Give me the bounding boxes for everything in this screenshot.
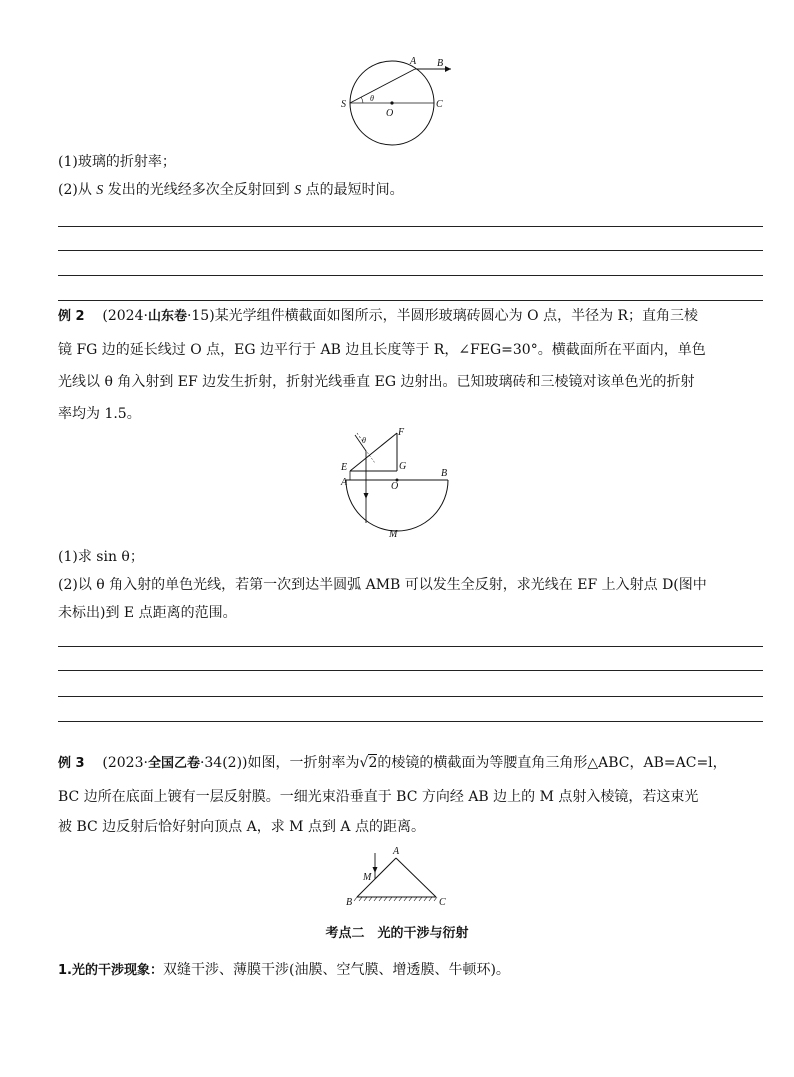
fig1-label-O: O: [386, 108, 394, 119]
section-item1-label: 1.光的干涉现象：: [58, 963, 163, 978]
ex3-label: 例 3: [58, 756, 85, 771]
fig2-label-theta: θ: [362, 436, 366, 445]
fig2-label-G: G: [399, 461, 407, 472]
ex2-part1: (1)求 sin θ；: [58, 549, 144, 565]
fig3-label-C: C: [439, 897, 446, 908]
ex3-source-pre: (2023·: [102, 755, 148, 771]
q1-part2-mid: 发出的光线经多次全反射回到: [107, 182, 290, 198]
sqrt-icon: √: [359, 755, 369, 771]
q1-part2-post: 点的最短时间。: [305, 182, 404, 198]
ex3-text-post: 的棱镜的横截面为等腰直角三角形△ABC，AB=AC=l，: [377, 755, 727, 771]
fig1-label-theta: θ: [370, 94, 374, 103]
ex2-source-post: ·15): [186, 308, 215, 324]
ex2-part2-line2: 未标出)到 E 点距离的范围。: [58, 605, 237, 621]
ex3-sqrt-num: 2: [368, 755, 378, 771]
section-item1: [58, 960, 510, 981]
ex2-part2-line1: (2)以 θ 角入射的单色光线，若第一次到达半圆弧 AMB 可以发生全反射，求光线在 EF 上入射点 D(图中: [58, 577, 707, 593]
fig3-label-M: M: [363, 872, 372, 883]
ex3-text-pre: 如图，一折射率为: [247, 755, 360, 771]
q1-part2-S1: S: [96, 183, 104, 198]
fig2-label-E: E: [341, 462, 348, 473]
fig2-label-B: B: [441, 468, 448, 479]
figure-triangle-prism: [335, 843, 460, 911]
answer-line: [58, 275, 763, 276]
answer-line: [58, 300, 763, 301]
ex3-line2: BC 边所在底面上镀有一层反射膜。一细光束沿垂直于 BC 方向经 AB 边上的 M 点射入棱镜，若这束光: [58, 789, 699, 805]
q1-part2-pre: (2)从: [58, 182, 92, 198]
ex2-text-line1: 某光学组件横截面如图所示，半圆形玻璃砖圆心为 O 点，半径为 R；直角三棱: [214, 308, 699, 324]
q1-part1: (1)玻璃的折射率；: [58, 154, 176, 170]
figure-circle-refraction: [335, 50, 460, 150]
answer-line: [58, 646, 763, 647]
fig2-label-M: M: [389, 529, 398, 540]
fig1-label-B: B: [437, 58, 444, 69]
ex3-source-name: 全国乙卷: [147, 756, 200, 771]
ex2-source-pre: (2024·: [102, 308, 148, 324]
ex2-label: 例 2: [58, 309, 85, 324]
fig1-label-C: C: [436, 99, 443, 110]
fig2-label-A: A: [341, 477, 348, 488]
ex2-line2: 镜 FG 边的延长线过 O 点，EG 边平行于 AB 边且长度等于 R，∠FEG=30°。横截面所在平面内，单色: [58, 342, 706, 358]
fig1-label-A: A: [410, 56, 417, 67]
section-item1-text: 双缝干涉、薄膜干涉(油膜、空气膜、增透膜、牛顿环)。: [162, 962, 510, 978]
q1-part2-S2: S: [294, 183, 302, 198]
ex3-line3: 被 BC 边反射后恰好射向顶点 A，求 M 点到 A 点的距离。: [58, 819, 425, 835]
ex2-line4: 率均为 1.5。: [58, 406, 141, 422]
fig2-label-O: O: [391, 481, 399, 492]
ex2-line1: [58, 306, 698, 327]
fig3-label-A: A: [393, 846, 400, 857]
ex3-line1: [58, 753, 727, 774]
fig3-label-B: B: [346, 897, 353, 908]
ex2-line3: 光线以 θ 角入射到 EF 边发生折射，折射光线垂直 EG 边射出。已知玻璃砖和三棱镜对该单色光的折射: [58, 374, 695, 390]
fig1-label-S: S: [341, 99, 346, 110]
answer-line: [58, 721, 763, 722]
ex2-source-name: 山东卷: [147, 309, 187, 324]
answer-line: [58, 250, 763, 251]
answer-line: [58, 670, 763, 671]
q1-part2: [58, 180, 404, 201]
figure-semicircle-prism: [335, 425, 455, 540]
section-title: 考点二 光的干涉与衍射: [325, 926, 469, 941]
answer-line: [58, 226, 763, 227]
answer-line: [58, 696, 763, 697]
fig2-label-F: F: [398, 427, 405, 438]
ex3-source-post: ·34(2)): [199, 755, 248, 771]
